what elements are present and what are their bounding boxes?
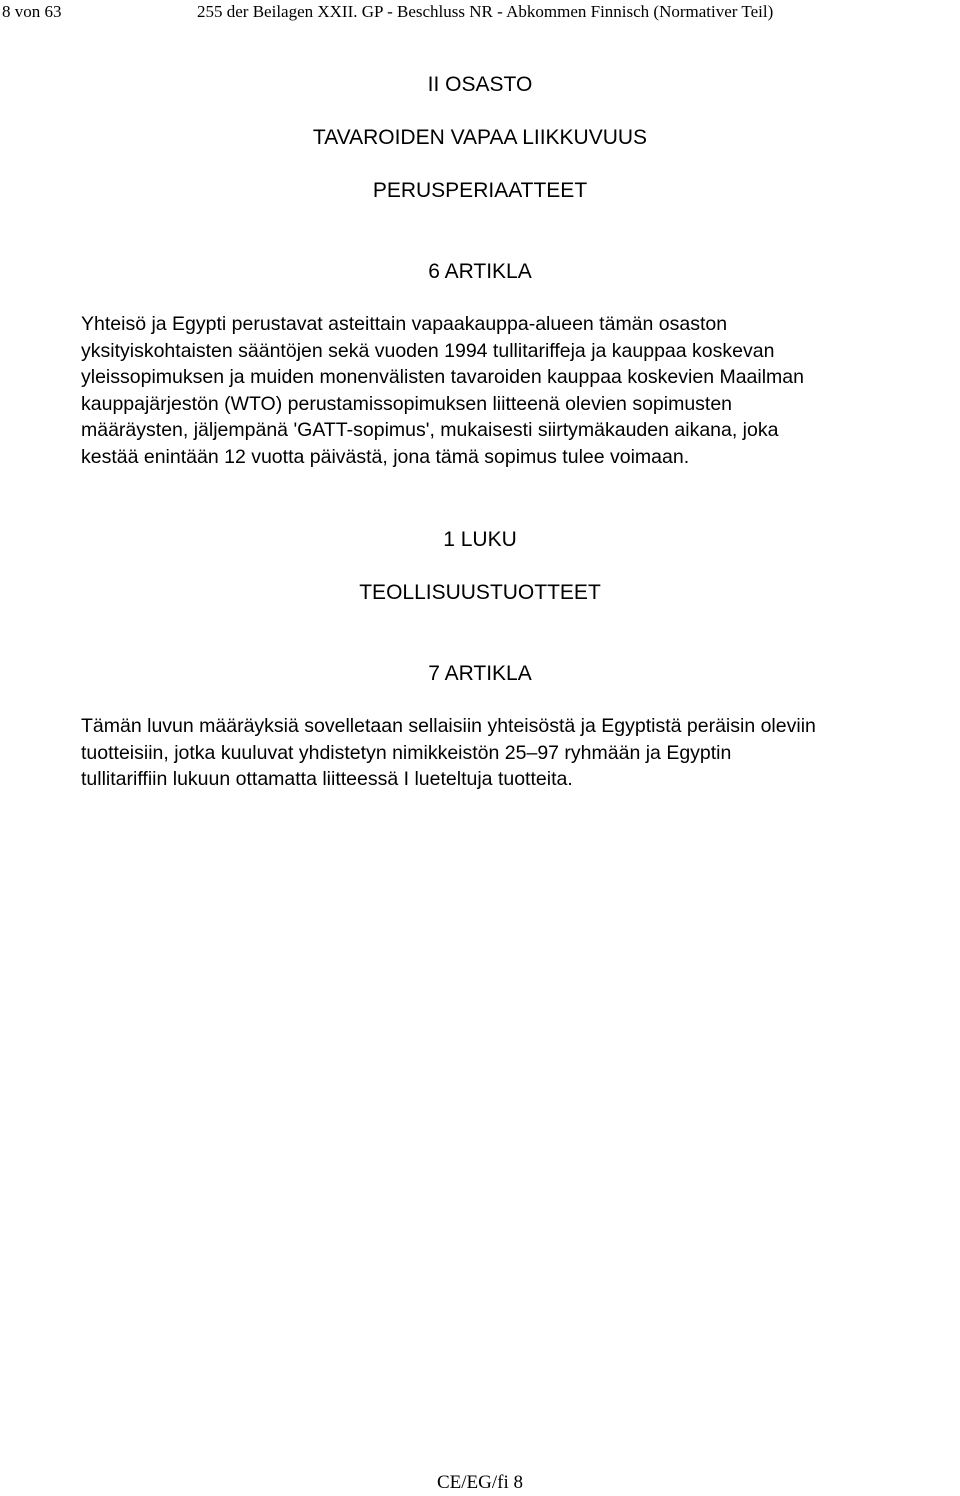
article-7-heading: 7 ARTIKLA <box>428 662 532 685</box>
paragraph-line: tullitariffiin lukuun ottamatta liitteessä I lueteltuja tuotteita. <box>81 768 573 790</box>
paragraph-line: yksityiskohtaisten sääntöjen sekä vuoden 1994 tullitariffeja ja kauppaa koskevan <box>81 339 775 362</box>
paragraph-line: Yhteisö ja Egypti perustavat asteittain vapaakauppa-alueen tämän osaston <box>81 313 728 335</box>
paragraph-line: kestää enintään 12 vuotta päivästä, jona tämä sopimus tulee voimaan. <box>81 445 690 468</box>
section-subtitle: TAVAROIDEN VAPAA LIIKKUVUUS <box>312 126 648 149</box>
section-title: II OSASTO <box>427 73 533 96</box>
article-6-paragraph <box>81 311 959 470</box>
page-number: 8 von 63 <box>2 2 62 21</box>
running-title: 255 der Beilagen XXII. GP - Beschluss NR - Abkommen Finnisch (Normativer Teil) <box>197 2 774 21</box>
article-6-heading: 6 ARTIKLA <box>428 260 532 283</box>
paragraph-line: yleissopimuksen ja muiden monenvälisten tavaroiden kauppaa koskevien Maailman <box>81 366 804 388</box>
article-7-paragraph <box>81 713 959 793</box>
page-header <box>0 0 960 24</box>
paragraph-line: Tämän luvun määräyksiä sovelletaan sellaisiin yhteisöstä ja Egyptistä peräisin oleviin <box>81 715 816 737</box>
page-footer-code: CE/EG/fi 8 <box>436 1472 524 1493</box>
chapter-1-title: TEOLLISUUSTUOTTEET <box>359 581 601 604</box>
paragraph-line: tuotteisiin, jotka kuuluvat yhdistetyn nimikkeistön 25–97 ryhmään ja Egyptin <box>81 741 732 764</box>
chapter-1-heading: 1 LUKU <box>443 528 517 551</box>
principles-heading: PERUSPERIAATTEET <box>372 179 588 202</box>
paragraph-line: määräysten, jäljempänä 'GATT-sopimus', mukaisesti siirtymäkauden aikana, joka <box>81 419 779 441</box>
paragraph-line: kauppajärjestön (WTO) perustamissopimuksen liitteenä olevien sopimusten <box>81 392 733 415</box>
